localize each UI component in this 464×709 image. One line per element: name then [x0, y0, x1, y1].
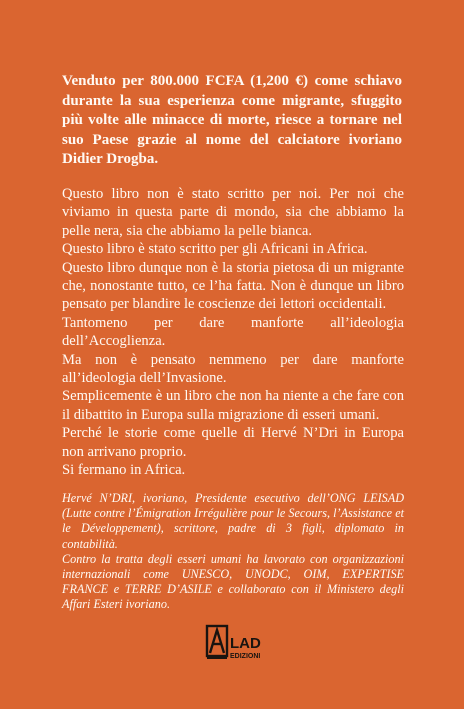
author-bio	[62, 491, 404, 613]
body-paragraph: Questo libro è stato scritto per gli Africani in Africa.	[62, 241, 368, 258]
body-paragraph: Questo libro non è stato scritto per noi. Per noi che viviamo in questa parte di mondo, sia che abbiamo la pelle nera, sia che abbiamo la pelle bianca.	[62, 186, 404, 239]
lead-text: Venduto per 800.000 FCFA (1,200 €) come schiavo durante la sua esperienza come migrante, sfuggito più volte alle minacce di morte, riesce a tornare nel suo Paese grazie al nome del calciatore ivoriano Didier Drogba.	[62, 73, 402, 168]
body-paragraph: Ma non è pensato nemmeno per dare manforte all’ideologia dell’Invasione.	[62, 351, 404, 387]
body-paragraph: Questo libro dunque non è la storia pietosa di un migrante che, nonostante tutto, ce l’ha fatta. Non è dunque un libro pensato per blandire le coscienze dei lettori occidentali.	[62, 259, 404, 313]
bio-paragraph: Contro la tratta degli esseri umani ha lavorato con organizzazioni internazionali come UNESCO, UNODC, OIM, EXPERTISE FRANCE e TERRE D’ASILE e collaborato con il Ministero degli Affari Esteri ivoriano.	[62, 551, 404, 612]
body-paragraph: Si fermano in Africa.	[62, 462, 186, 479]
lad-edizioni-logo-icon	[204, 622, 264, 670]
body-paragraph: Perché le storie come quelle di Hervé N’Dri in Europa non arrivano proprio.	[62, 425, 404, 460]
lead-paragraph	[62, 72, 402, 170]
logo-text: LAD	[230, 635, 261, 652]
body-paragraph: Semplicemente è un libro che non ha niente a che fare con il dibattito in Europa sulla migrazione di esseri umani.	[62, 388, 404, 423]
logo-subtext: EDIZIONI	[230, 653, 261, 660]
body-text	[62, 185, 404, 480]
body-paragraph: Tantomeno per dare manforte all’ideologia dell’Accoglienza.	[62, 314, 404, 350]
bio-paragraph: Hervé N’DRI, ivoriano, Presidente esecutivo dell’ONG LEISAD (Lutte contre l’Émigration Irrégulière pour le Secours, l’Assistance et le Développement), scrittore, padre di 3 figli, diplomato in contabilità.	[62, 491, 404, 551]
